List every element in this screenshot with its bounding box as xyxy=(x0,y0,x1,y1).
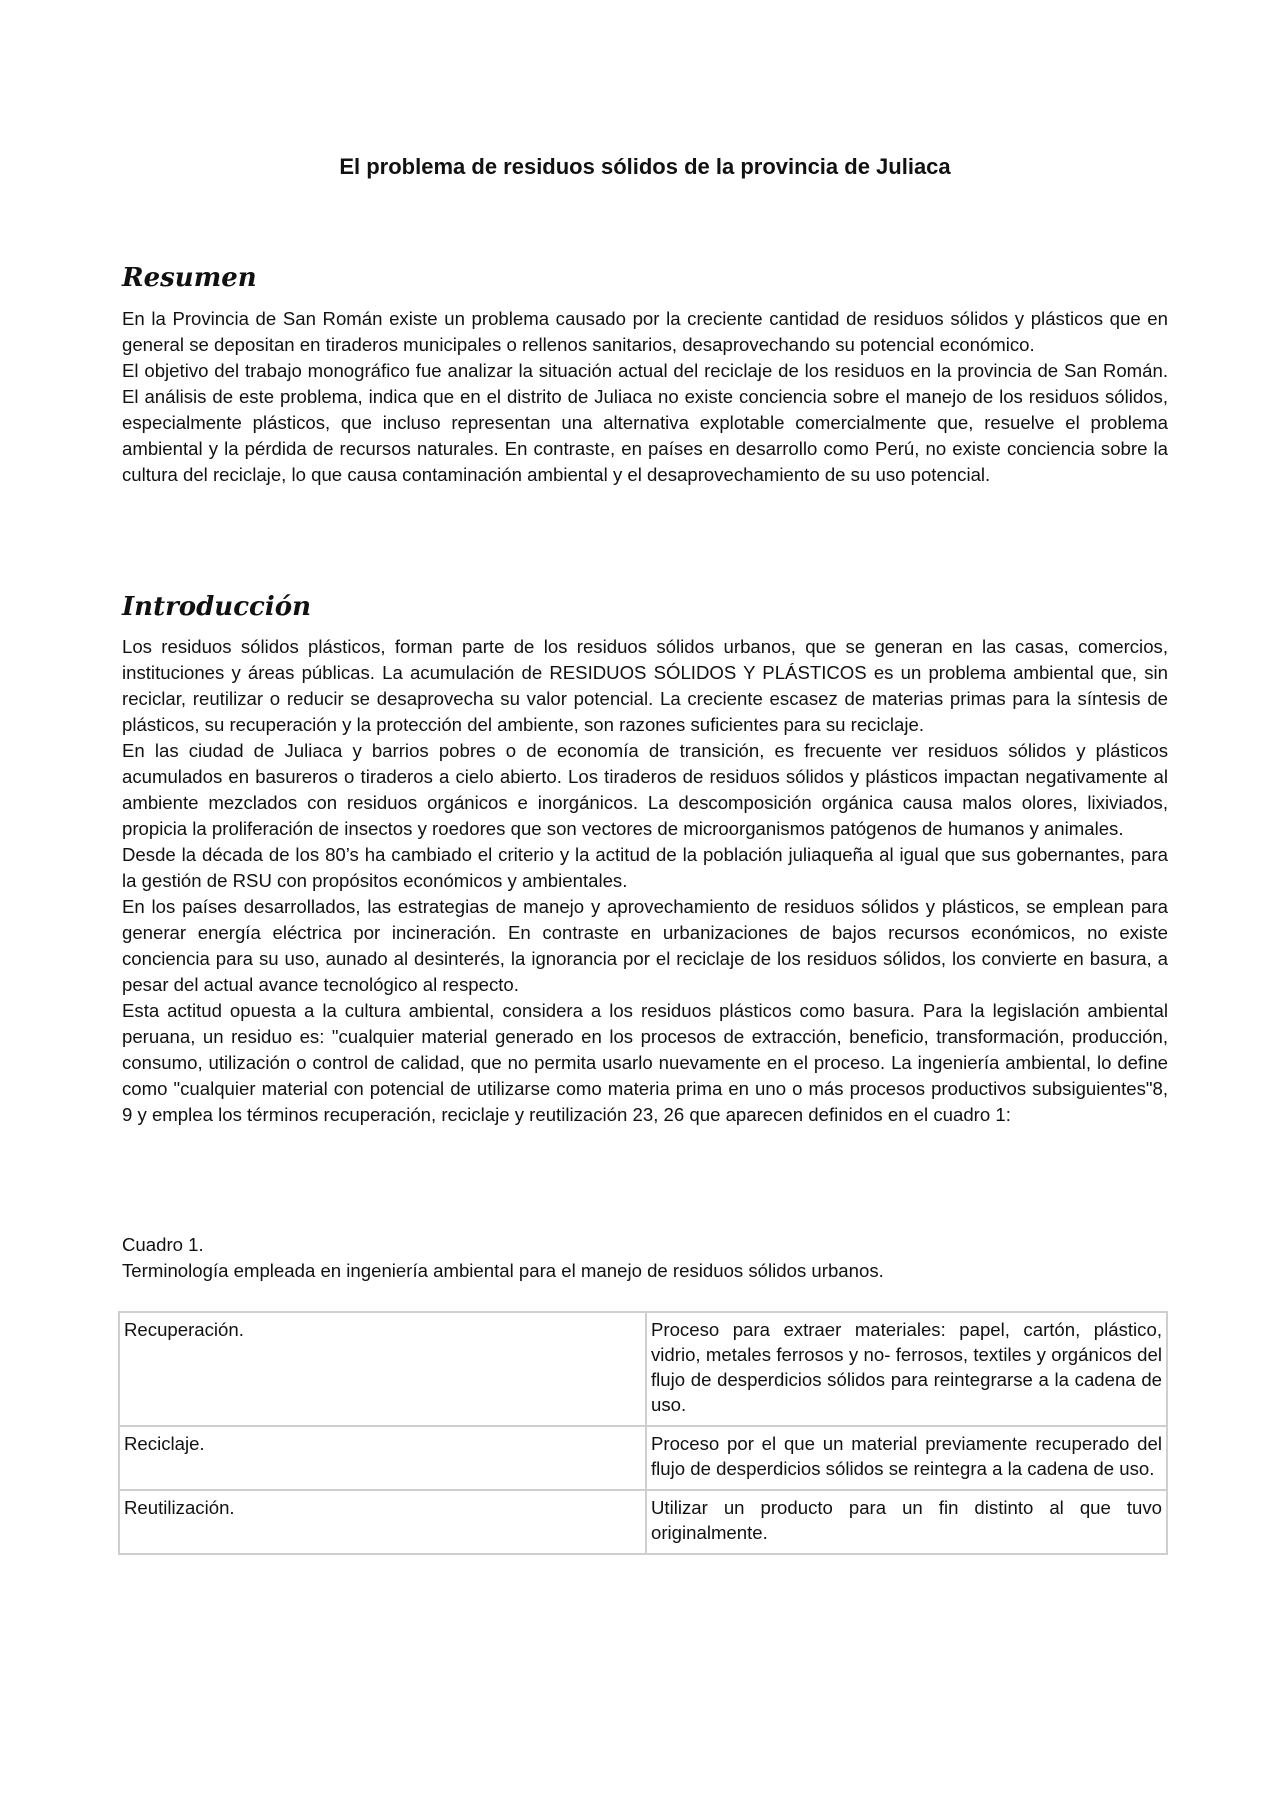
paragraph: El objetivo del trabajo monográfico fue analizar la situación actual del reciclaje de los residuos en la provincia de San Román. El análisis de este problema, indica que en el distrito de Juliaca no existe conciencia sobre el manejo de los residuos sólidos, especialmente plásticos, que incluso representan una alternativa explotable comercialmente que, resuelve el problema ambiental y la pérdida de recursos naturales. En contraste, en países en desarrollo como Perú, no existe conciencia sobre la cultura del reciclaje, lo que causa contaminación ambiental y el desaprovechamiento de su uso potencial. xyxy=(122,360,1168,485)
paragraph: En las ciudad de Juliaca y barrios pobres o de economía de transición, es frecuente ver residuos sólidos y plásticos acumulados en basureros o tiraderos a cielo abierto. Los tiraderos de residuos sólidos y plásticos impactan negativamente al ambiente mezclados con residuos orgánicos e inorgánicos. La descomposición orgánica causa malos olores, lixiviados, propicia la proliferación de insectos y roedores que son vectores de microorganismos patógenos de humanos y animales. xyxy=(122,740,1168,839)
term-cell: Reciclaje. xyxy=(119,1426,646,1490)
section-heading-resumen: Resumen xyxy=(122,263,257,293)
definition-cell: Proceso por el que un material previamente recuperado del flujo de desperdicios sólidos se reintegra a la cadena de uso. xyxy=(646,1426,1167,1490)
table-caption xyxy=(122,1232,884,1284)
terminology-table xyxy=(118,1311,1168,1555)
document-title: El problema de residuos sólidos de la provincia de Juliaca xyxy=(339,154,951,179)
introduccion-body xyxy=(122,634,1168,1128)
section-heading-introduccion: Introducción xyxy=(122,592,311,622)
table-row xyxy=(119,1426,1167,1490)
paragraph: Esta actitud opuesta a la cultura ambiental, considera a los residuos plásticos como basura. Para la legislación ambiental peruana, un residuo es: "cualquier material generado en los procesos de extracción, beneficio, transformación, producción, consumo, utilización o control de calidad, que no permita usarlo nuevamente en el proceso. La ingeniería ambiental, lo define como "cualquier material con potencial de utilizarse como materia prima en uno o más procesos productivos subsiguientes"8, 9 y emplea los términos recuperación, reciclaje y reutilización 23, 26 que aparecen definidos en el cuadro 1: xyxy=(122,1000,1168,1125)
table-label: Cuadro 1. xyxy=(122,1234,204,1255)
table-row xyxy=(119,1490,1167,1554)
table-caption-text: Terminología empleada en ingeniería ambiental para el manejo de residuos sólidos urbanos. xyxy=(122,1260,884,1281)
term-cell: Reutilización. xyxy=(119,1490,646,1554)
table-row xyxy=(119,1312,1167,1426)
definition-cell: Utilizar un producto para un fin distinto al que tuvo originalmente. xyxy=(646,1490,1167,1554)
definition-cell: Proceso para extraer materiales: papel, cartón, plástico, vidrio, metales ferrosos y no- ferrosos, textiles y orgánicos del flujo de desperdicios sólidos para reintegrarse a la cadena de uso. xyxy=(646,1312,1167,1426)
paragraph: Los residuos sólidos plásticos, forman parte de los residuos sólidos urbanos, que se generan en las casas, comercios, instituciones y áreas públicas. La acumulación de RESIDUOS SÓLIDOS Y PLÁSTICOS es un problema ambiental que, sin reciclar, reutilizar o reducir se desaprovecha su valor potencial. La creciente escasez de materias primas para la síntesis de plásticos, su recuperación y la protección del ambiente, son razones suficientes para su reciclaje. xyxy=(122,636,1168,735)
paragraph: En la Provincia de San Román existe un problema causado por la creciente cantidad de residuos sólidos y plásticos que en general se depositan en tiraderos municipales o rellenos sanitarios, desaprovechando su potencial económico. xyxy=(122,308,1168,355)
term-cell: Recuperación. xyxy=(119,1312,646,1426)
paragraph: Desde la década de los 80’s ha cambiado el criterio y la actitud de la población juliaqueña al igual que sus gobernantes, para la gestión de RSU con propósitos económicos y ambientales. xyxy=(122,844,1168,891)
resumen-body xyxy=(122,306,1168,488)
paragraph: En los países desarrollados, las estrategias de manejo y aprovechamiento de residuos sólidos y plásticos, se emplean para generar energía eléctrica por incineración. En contraste en urbanizaciones de bajos recursos económicos, no existe conciencia para su uso, aunado al desinterés, la ignorancia por el reciclaje de los residuos sólidos, los convierte en basura, a pesar del actual avance tecnológico al respecto. xyxy=(122,896,1168,995)
